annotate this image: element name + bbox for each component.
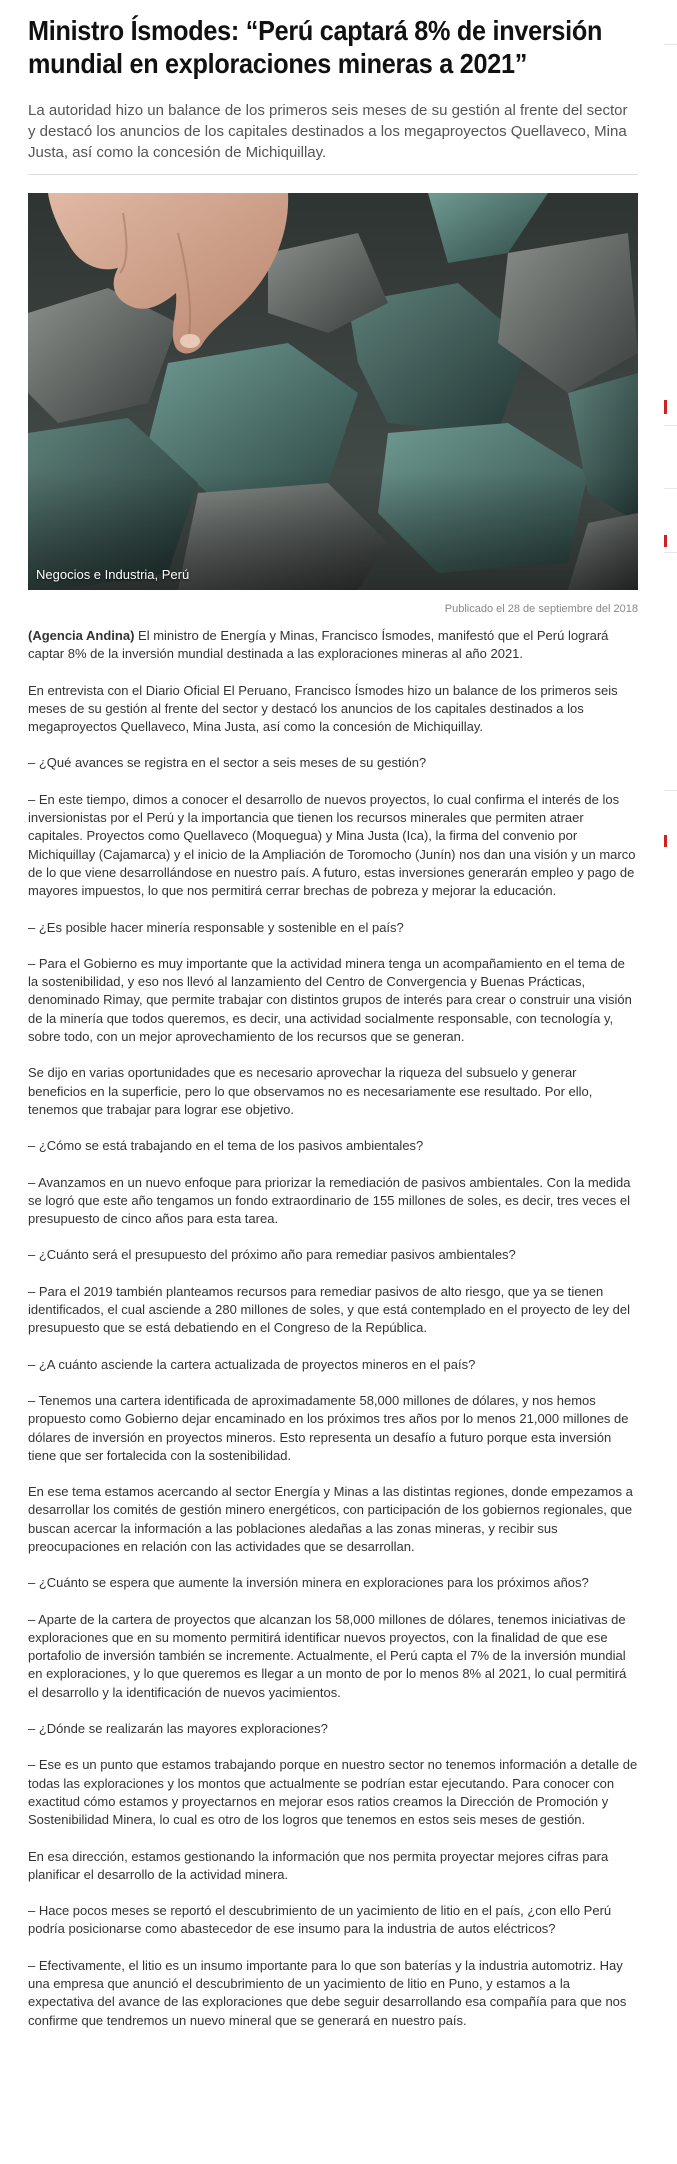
sidebar-divider <box>664 552 677 553</box>
question: – Hace pocos meses se reportó el descubrimiento de un yacimiento de litio en el país, ¿con ello Perú podría posicionarse como abastecedor de ese insumo para la industria de autos eléctricos? <box>28 1903 612 1937</box>
divider <box>28 174 638 175</box>
question: – ¿Es posible hacer minería responsable y sostenible en el país? <box>28 919 404 935</box>
question: – ¿Qué avances se registra en el sector a seis meses de su gestión? <box>28 755 427 771</box>
hero-image <box>28 193 638 590</box>
sidebar-divider <box>664 44 677 45</box>
question: – ¿Cuánto se espera que aumente la inversión minera en exploraciones para los próximos años? <box>28 1575 589 1591</box>
sidebar-divider <box>664 425 677 426</box>
article <box>28 0 638 2048</box>
article-title: Ministro Ísmodes: “Perú captará 8% de inversión mundial en exploraciones mineras a 2021” <box>28 15 603 79</box>
source-tag: (Agencia Andina) <box>28 628 135 643</box>
minerals-photo <box>28 193 638 590</box>
answer: – Para el 2019 también planteamos recursos para remediar pasivos de alto riesgo, que ya se tienen identificados, el cual asciende a 280 millones de soles, y que está contemplado en el proyecto de ley del presupuesto que se está debatiendo en el Congreso de la República. <box>28 1283 630 1336</box>
article-lead: La autoridad hizo un balance de los primeros seis meses de su gestión al frente del sector y destacó los anuncios de los capitales destinados a los megaproyectos Quellaveco, Mina Justa, así como la concesión de Michiquillay. <box>28 102 628 161</box>
answer: – Avanzamos en un nuevo enfoque para priorizar la remediación de pasivos ambientales. Con la medida se logró que este año tengamos un fondo extraordinario de 155 millones de soles, es decir, tres veces el presupuesto de cinco años para esta tarea. <box>28 1174 631 1227</box>
sidebar-divider <box>664 488 677 489</box>
answer: – Efectivamente, el litio es un insumo importante para lo que son baterías y la industria automotriz. Hay una empresa que anunció el descubrimiento de un yacimiento de litio en Puno, y estamos a la expectativa del avance de las exploraciones que debe seguir desarrollando esa compañía para que nos confirme que tendremos un nuevo mineral que se generará en nuestro país. <box>28 1957 627 2028</box>
image-caption: Negocios e Industria, Perú <box>36 567 190 582</box>
paragraph: Se dijo en varias oportunidades que es necesario aprovechar la riqueza del subsuelo y generar beneficios en la superficie, pero lo que observamos no es necesariamente ese resultado. Por ello, tenemos que trabajar para lograr ese objetivo. <box>28 1065 593 1117</box>
paragraph: En esa dirección, estamos gestionando la información que nos permita proyectar mejores cifras para planificar el desarrollo de la actividad minera. <box>28 1848 609 1882</box>
question: – ¿A cuánto asciende la cartera actualizada de proyectos mineros en el país? <box>28 1356 476 1372</box>
paragraph: (Agencia Andina) El ministro de Energía y Minas, Francisco Ísmodes, manifestó que el Perú logrará captar 8% de la inversión mundial destinada a las exploraciones mineras al año 2021. <box>28 628 609 662</box>
paragraph: En ese tema estamos acercando al sector Energía y Minas a las distintas regiones, donde empezamos a desarrollar los comités de gestión minero energéticos, con participación de los gobiernos regionales, que buscan acercar la información a las poblaciones aledañas a las zonas mineras, y recibir sus preocupaciones en relación con las actividades que se desarrollan. <box>28 1484 633 1554</box>
sidebar-edge <box>664 0 677 2164</box>
question: – ¿Dónde se realizarán las mayores exploraciones? <box>28 1721 328 1737</box>
question: – ¿Cómo se está trabajando en el tema de los pasivos ambientales? <box>28 1138 424 1154</box>
article-body <box>28 627 638 2030</box>
answer: – Ese es un punto que estamos trabajando porque en nuestro sector no tenemos información a detalle de todas las exploraciones y los montos que actualmente se podrían estar ejecutando. Para conocer con exactitud cómo estamos y proyectarnos en mejorar esos ratios creamos la Dirección de Promoción y Sostenibilidad Minera, lo cual es otro de los logros que tenemos en estos seis meses de gestión. <box>28 1757 638 1828</box>
answer: – Para el Gobierno es muy importante que la actividad minera tenga un acompañamiento en el tema de la sostenibilidad, y eso nos llevó al lanzamiento del Centro de Convergencia y Buenas Prácticas, denominado Rimay, que permite trabajar con distintos grupos de interés para crear o construir una visión de la minería que todos queremos, es decir, una actividad socialmente responsable, con tecnología y, sobre todo, con un mejor aprovechamiento de los recursos que se generan. <box>28 955 632 1045</box>
question: – ¿Cuánto será el presupuesto del próximo año para remediar pasivos ambientales? <box>28 1247 516 1263</box>
sidebar-accent <box>664 835 667 847</box>
sidebar-divider <box>664 790 677 791</box>
answer: – Aparte de la cartera de proyectos que alcanzan los 58,000 millones de dólares, tenemos iniciativas de exploraciones que en su momento permitirá identificar nuevos proyectos, con la finalidad de que ese portafolio de inversión también se incremente. Actualmente, el Perú capta el 7% de la inversión mundial en exploraciones, y lo que queremos es llegar a un monto de por lo menos 8% al 2021, lo cual permitirá el desarrollo y la identificación de nuevos yacimientos. <box>28 1611 627 1700</box>
sidebar-accent <box>664 400 667 414</box>
sidebar-accent <box>664 535 667 547</box>
answer: – Tenemos una cartera identificada de aproximadamente 58,000 millones de dólares, y nos hemos propuesto como Gobierno dejar encaminado en los próximos tres años por lo menos 21,000 millones de dólares de inversión en proyectos mineros. Esto representa un desafío a futuro porque esta inversión tiene que ser fortalecida con la sostenibilidad. <box>28 1392 629 1463</box>
publish-date: Publicado el 28 de septiembre del 2018 <box>444 603 638 615</box>
paragraph: En entrevista con el Diario Oficial El Peruano, Francisco Ísmodes hizo un balance de los primeros seis meses de su gestión al frente del sector y destacó los anuncios de los capitales destinados a los megaproyectos Quellaveco, Mina Justa, así como la concesión de Michiquillay. <box>28 682 618 735</box>
answer: – En este tiempo, dimos a conocer el desarrollo de nuevos proyectos, lo cual confirma el interés de los inversionistas por el Perú y la importancia que tienen los recursos minerales que permiten atraer capitales. Proyectos como Quellaveco (Moquegua) y Mina Justa (Ica), la firma del convenio por Michiquillay (Cajamarca) y el inicio de la Ampliación de Toromocho (Junín) nos dan una visión y un marco de lo que viene desarrollándose en nuestro país. A futuro, estas inversiones generarán empleo y pago de mayores impuestos, lo que nos permitirá cerrar brechas de pobreza y mejorar la educación. <box>28 791 636 899</box>
